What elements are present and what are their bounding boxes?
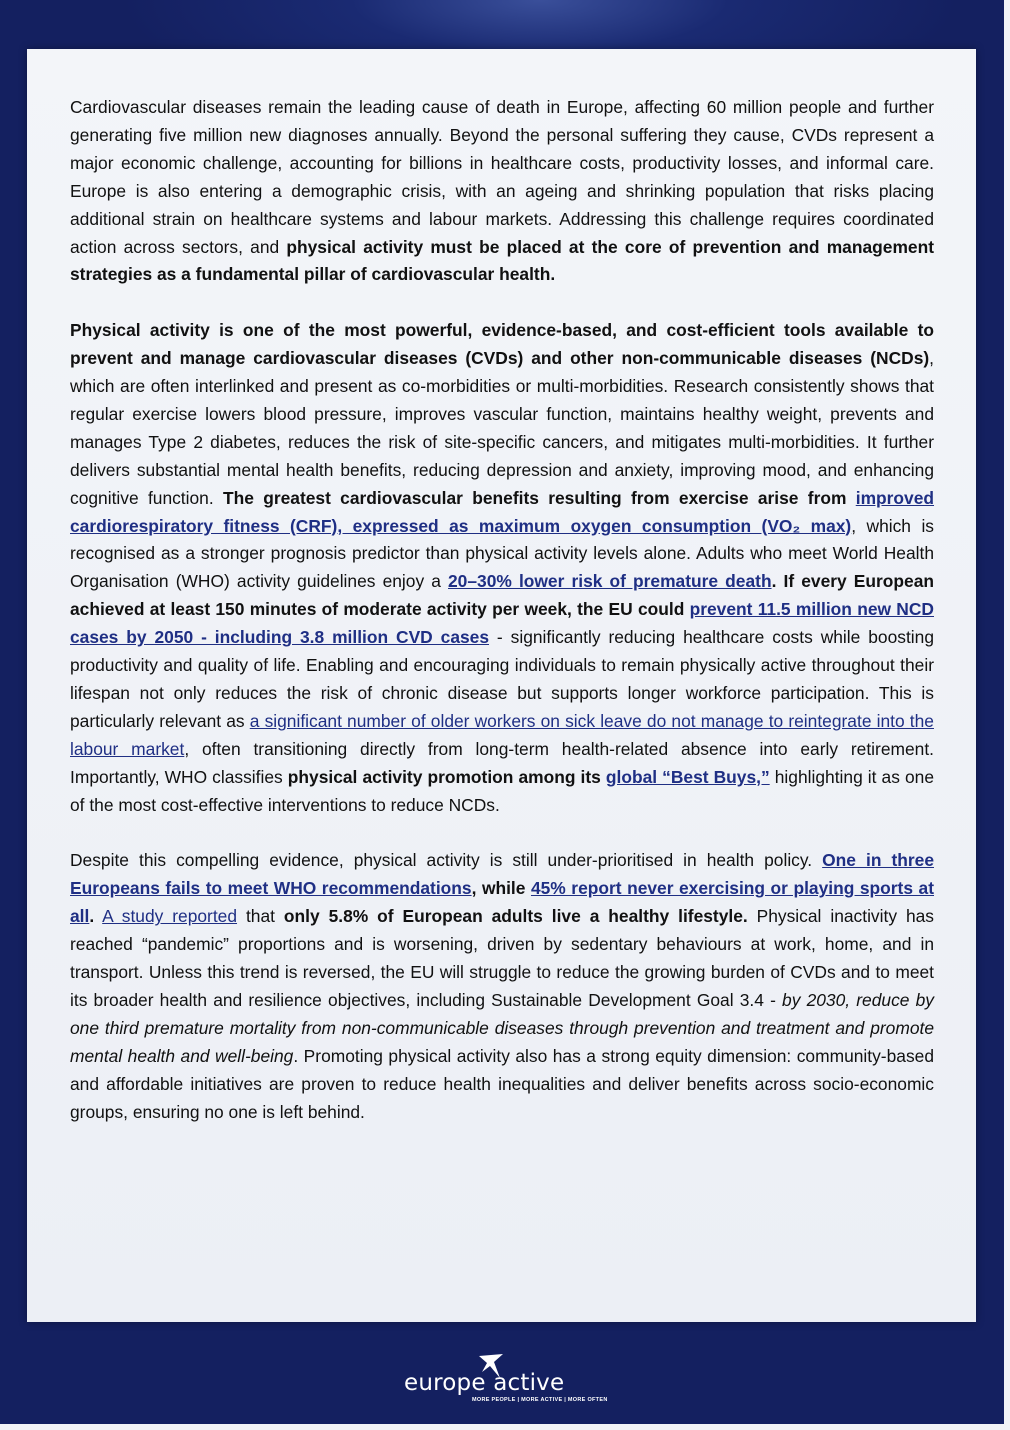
bold-span: , while: [471, 878, 531, 899]
link-study-reported[interactable]: A study reported: [102, 906, 238, 927]
text-span: that: [237, 906, 284, 927]
bold-span: . If every European achieved at least 150 minutes of moderate activity per week, the EU could: [70, 571, 934, 620]
document-page: [27, 49, 976, 1322]
text-span: . Promoting physical activity also has a strong equity dimension: community-based and affordable initiatives are proven to reduce health inequalities and deliver benefits across socio-economic groups, ensuring no one is left behind.: [70, 1045, 934, 1122]
paragraph-intro: [70, 94, 934, 289]
link-older-workers[interactable]: a significant number of older workers on sick leave do not manage to reintegrate into the labour market: [70, 710, 934, 759]
link-ncd-cases[interactable]: prevent 11.5 million new NCD cases by 2050 - including 3.8 million CVD cases: [70, 599, 934, 648]
paragraph-evidence: [70, 317, 934, 819]
bold-span: physical activity must be placed at the core of prevention and management strategies as a fundamental pillar of cardiovascular health.: [70, 236, 934, 285]
italic-span: by 2030, reduce by one third premature mortality from non-communicable diseases through prevention and treatment and promote mental health and well-being: [70, 989, 934, 1066]
link-crf[interactable]: improved cardiorespiratory fitness (CRF), expressed as maximum oxygen consumption (VO₂ max): [70, 487, 935, 536]
text-span: Cardiovascular diseases remain the leading cause of death in Europe, affecting 60 million people and further generating five million new diagnoses annually. Beyond the personal suffering they cause, CVDs represent a major economic challenge, accounting for billions in healthcare costs, productivity losses, and informal care. Europe is also entering a demographic crisis, with an ageing and shrinking population that risks placing additional strain on healthcare systems and labour markets. Addressing this challenge requires coordinated action across sectors, and: [70, 97, 934, 257]
link-best-buys[interactable]: global “Best Buys,”: [605, 766, 770, 787]
link-45-percent[interactable]: 45% report never exercising or playing sports at all: [70, 878, 934, 927]
text-span: Physical inactivity has reached “pandemic” proportions and is worsening, driven by sedentary behaviours at work, home, and in transport. Unless this trend is reversed, the EU will struggle to reduce the growing burden of CVDs and to meet its broader health and resilience objectives, including Sustainable Development Goal 3.4 -: [70, 906, 934, 1010]
link-premature-death[interactable]: 20–30% lower risk of premature death: [448, 571, 772, 592]
bold-span: The greatest cardiovascular benefits resulting from exercise arise from: [223, 487, 856, 508]
text-span: , often transitioning directly from long-term health-related absence into early retirement. Importantly, WHO classifies: [70, 738, 934, 787]
text-span: , which are often interlinked and present as co-morbidities or multi-morbidities. Research consistently shows that regular exercise lowers blood pressure, improves vascular function, maintains healthy weight, prevents and manages Type 2 diabetes, reduces the risk of site-specific cancers, and mitigates multi-morbidities. It further delivers substantial mental health benefits, reducing depression and anxiety, improving mood, and enhancing cognitive function.: [70, 348, 934, 508]
link-one-in-three[interactable]: One in three Europeans fails to meet WHO recommendations: [70, 850, 934, 899]
logo-tagline: MORE PEOPLE | MORE ACTIVE | MORE OFTEN: [472, 1397, 608, 1403]
text-span: - significantly reducing healthcare costs while boosting productivity and quality of life. Enabling and encouraging individuals to remain physically active throughout their lifespan not only reduces the risk of chronic disease but supports longer workforce participation. This is particularly relevant as: [70, 627, 934, 731]
europeactive-logo: [404, 1352, 608, 1408]
paragraph-underprioritised: [70, 847, 934, 1126]
text-span: , which is recognised as a stronger prognosis predictor than physical activity levels alone. Adults who meet World Health Organisation (WHO) activity guidelines enjoy a: [70, 515, 934, 592]
text-span: Despite this compelling evidence, physical activity is still under-prioritised in health policy.: [70, 850, 823, 871]
text-span: highlighting it as one of the most cost-effective interventions to reduce NCDs.: [70, 766, 934, 815]
bold-span: Physical activity is one of the most powerful, evidence-based, and cost-efficient tools available to prevent and manage cardiovascular diseases (CVDs) and other non-communicable diseases (NCDs): [70, 320, 934, 369]
bold-span: .: [89, 906, 95, 927]
bold-span: only 5.8% of European adults live a healthy lifestyle.: [283, 906, 748, 927]
bold-span: physical activity promotion among its: [287, 766, 606, 787]
logo-wordmark: europe active: [404, 1370, 565, 1396]
document-body: [70, 94, 934, 1154]
text-span: [94, 906, 102, 926]
